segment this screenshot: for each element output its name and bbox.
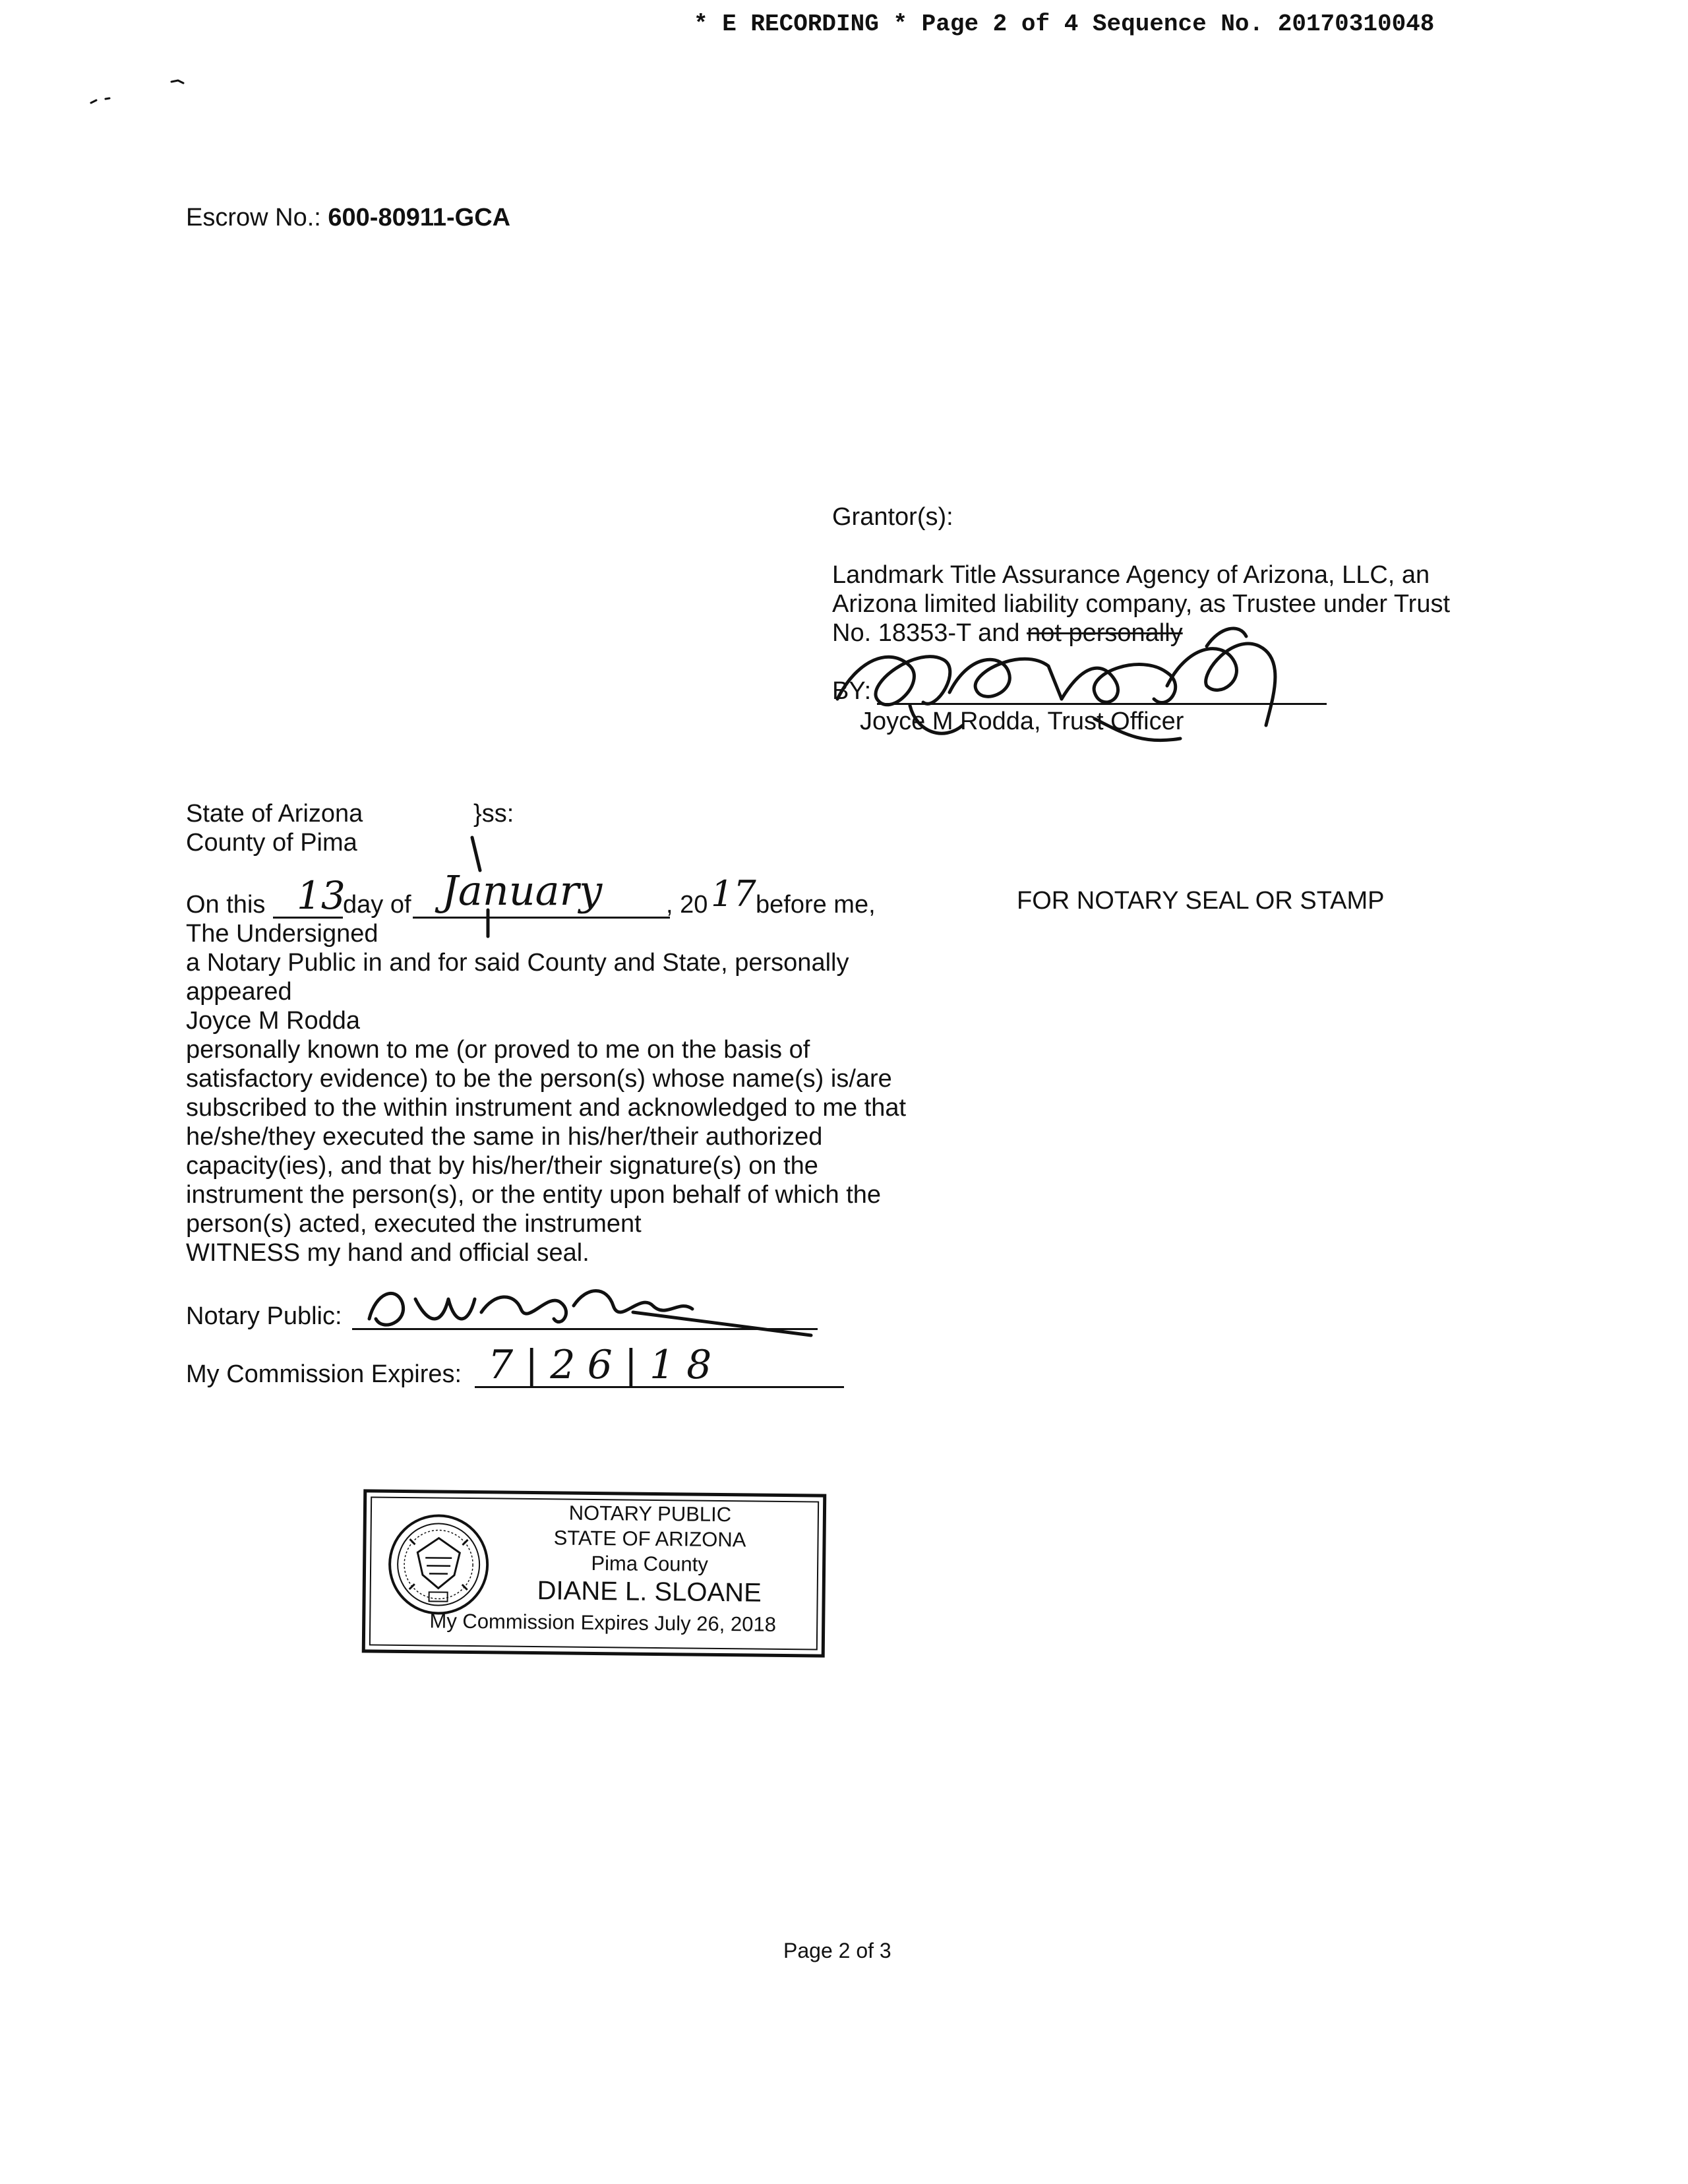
grantor-trust-number: No. 18353-T and bbox=[832, 619, 1027, 647]
grantor-heading: Grantor(s): bbox=[832, 503, 953, 531]
month-blank bbox=[413, 917, 670, 919]
ack-body-line-6: instrument the person(s), or the entity upon behalf of which the bbox=[186, 1181, 882, 1209]
stamp-line-4: DIANE L. SLOANE bbox=[537, 1576, 762, 1608]
grantor-line-2: Arizona limited liability company, as Trustee under Trust bbox=[832, 590, 1451, 618]
ack-on-this: On this bbox=[186, 891, 266, 919]
ack-notary-line: a Notary Public in and for said County and State, personally bbox=[186, 949, 849, 977]
notary-stamp bbox=[362, 1489, 827, 1657]
grantor-signature bbox=[811, 620, 1312, 758]
ack-body-line-3: subscribed to the within instrument and acknowledged to me that bbox=[186, 1094, 907, 1122]
ack-body-line-5: capacity(ies), and that by his/her/their signature(s) on the bbox=[186, 1152, 818, 1180]
venue-county: County of Pima bbox=[186, 829, 357, 857]
venue-ss: }ss: bbox=[473, 800, 514, 828]
ack-body-line-1: personally known to me (or proved to me on the basis of bbox=[186, 1036, 810, 1064]
recording-header: * E RECORDING * Page 2 of 4 Sequence No. 20170310048 bbox=[694, 11, 1435, 38]
year-handwritten: 17 bbox=[711, 873, 756, 915]
venue-state: State of Arizona bbox=[186, 800, 363, 828]
great-seal-icon bbox=[385, 1511, 492, 1618]
ack-body-line-2: satisfactory evidence) to be the person(s) whose name(s) is/are bbox=[186, 1065, 892, 1093]
stamp-line-1: NOTARY PUBLIC bbox=[568, 1501, 732, 1527]
grantor-not-personally: not personally bbox=[1027, 619, 1183, 647]
seal-area-note: FOR NOTARY SEAL OR STAMP bbox=[1017, 887, 1385, 915]
scan-marks bbox=[79, 73, 198, 112]
ack-year-prefix: , 20 bbox=[666, 891, 708, 919]
ack-body-line-4: he/she/they executed the same in his/her/their authorized bbox=[186, 1123, 823, 1151]
ack-officer: The Undersigned bbox=[186, 920, 378, 948]
stamp-line-2: STATE OF ARIZONA bbox=[553, 1526, 746, 1552]
page-number-footer: Page 2 of 3 bbox=[783, 1939, 891, 1962]
escrow-line bbox=[186, 203, 510, 232]
month-handwritten: January bbox=[442, 866, 603, 915]
ack-before-me: before me, bbox=[756, 891, 876, 919]
notary-signature bbox=[356, 1273, 831, 1345]
signer-name: Joyce M Rodda, Trust Officer bbox=[860, 708, 1184, 735]
grantor-line-1: Landmark Title Assurance Agency of Arizona, LLC, an bbox=[832, 561, 1430, 589]
commission-label: My Commission Expires: bbox=[186, 1360, 462, 1388]
day-handwritten: 13 bbox=[297, 873, 346, 918]
stamp-line-3: Pima County bbox=[591, 1551, 709, 1576]
stamp-line-5: My Commission Expires July 26, 2018 bbox=[429, 1609, 777, 1636]
ack-body-line-7: person(s) acted, executed the instrument bbox=[186, 1210, 642, 1238]
by-label: BY: bbox=[832, 677, 872, 705]
ack-day-of: day of bbox=[343, 891, 411, 919]
escrow-number: 600-80911-GCA bbox=[328, 204, 511, 231]
ack-witness: WITNESS my hand and official seal. bbox=[186, 1239, 589, 1267]
month-flourish bbox=[462, 831, 501, 943]
escrow-label: Escrow No.: bbox=[186, 204, 321, 231]
commission-handwritten: 7|26|18 bbox=[488, 1342, 724, 1388]
ack-person: Joyce M Rodda bbox=[186, 1007, 361, 1035]
notary-public-label: Notary Public: bbox=[186, 1302, 342, 1330]
ack-appeared: appeared bbox=[186, 978, 292, 1006]
